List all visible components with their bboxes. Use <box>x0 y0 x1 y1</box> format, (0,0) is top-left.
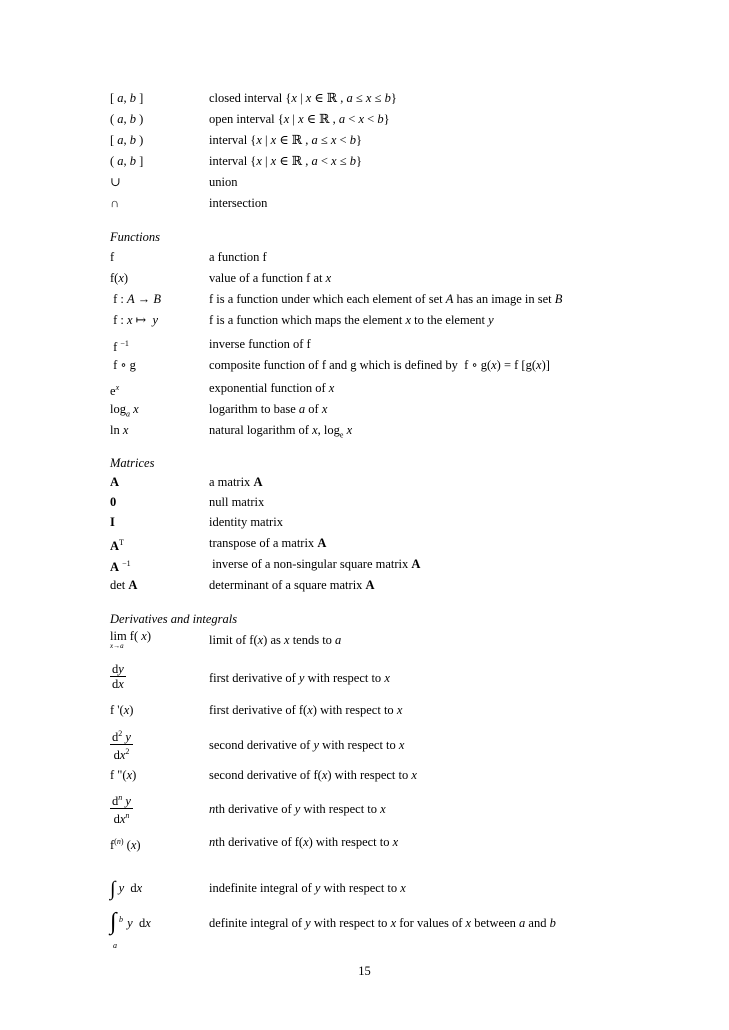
symbol-cell: [ a, b ) <box>110 133 144 147</box>
symbol-cell: ( a, b ] <box>110 154 144 168</box>
description-cell: nth derivative of f(x) with respect to x <box>209 835 399 849</box>
table-row <box>0 420 729 440</box>
intersection-symbol: ∩ <box>110 196 120 210</box>
derivative-fraction: $\frac{d^2 y}{dx^2}$ <box>112 729 131 763</box>
symbol-cell: $A^T$ <box>110 538 124 554</box>
symbol-cell: f '(x) <box>110 703 134 717</box>
table-row <box>0 575 729 595</box>
table-row <box>0 533 729 553</box>
table-row <box>0 700 729 720</box>
symbol-cell: f $^{-1}$ <box>110 339 129 355</box>
symbol-cell: $f^{(n)}$ (x) <box>110 837 141 853</box>
page-number: 15 <box>358 964 371 978</box>
symbol-cell: 0 <box>110 495 117 509</box>
description-cell: natural logarithm of x, $\log_e x$ <box>209 423 353 440</box>
derivative-fraction: $\frac{d^n y}{dx^n}$ <box>112 793 131 827</box>
description-cell: identity matrix <box>209 515 283 529</box>
symbol-cell: f <box>110 250 115 264</box>
description-cell: logarithm to base a of x <box>209 402 328 416</box>
description-cell: null matrix <box>209 495 265 509</box>
table-row <box>0 909 729 951</box>
derivative-fraction: $\frac{dy}{dx}$ <box>112 662 124 691</box>
description-cell: closed interval {x | x ∈ ℝ , a ≤ x ≤ b} <box>209 91 397 105</box>
symbol-cell: f : A → B <box>110 292 162 306</box>
table-row <box>0 727 729 761</box>
table-row <box>0 554 729 574</box>
description-cell: exponential function of x <box>209 381 335 395</box>
description-cell: second derivative of f(x) with respect to x <box>209 768 417 782</box>
symbol-cell: I <box>110 515 115 529</box>
symbol-cell: det A <box>110 578 138 592</box>
description-cell: inverse of a non-singular square matrix A <box>209 557 421 571</box>
table-row <box>0 109 729 129</box>
description-cell: determinant of a square matrix A <box>209 578 375 592</box>
limit-notation: lim f( x) x→a <box>110 629 151 650</box>
description-cell: first derivative of f(x) with respect to x <box>209 703 403 717</box>
description-cell: a matrix A <box>209 475 263 489</box>
description-cell: nth derivative of y with respect to x <box>209 802 386 816</box>
description-cell: second derivative of y with respect to x <box>209 738 405 752</box>
table-row <box>0 492 729 512</box>
union-symbol: ∪ <box>110 175 121 189</box>
table-row <box>0 334 729 354</box>
table-row <box>0 472 729 492</box>
symbol-cell: [ a, b ] <box>110 91 144 105</box>
symbol-cell: f ∘ g <box>110 358 136 372</box>
section-heading-functions: Functions <box>110 230 160 244</box>
description-cell: inverse function of f <box>209 337 311 351</box>
description-cell: a function f <box>209 250 267 264</box>
table-row <box>0 151 729 171</box>
symbol-cell: A $^{-1}$ <box>110 559 131 575</box>
table-row <box>0 791 729 825</box>
symbol-cell: f : x ↦ y <box>110 313 158 327</box>
description-cell: f is a function which maps the element x to the element y <box>209 313 494 327</box>
table-row <box>0 268 729 288</box>
table-row <box>0 662 729 696</box>
table-row <box>0 878 729 901</box>
description-cell: composite function of f and g which is defined by f ∘ g(x) = f [g(x)] <box>209 358 550 372</box>
table-row <box>0 130 729 150</box>
symbol-cell: ln x <box>110 423 129 437</box>
symbol-cell: A <box>110 475 120 489</box>
description-cell: open interval {x | x ∈ ℝ , a < x < b} <box>209 112 390 126</box>
description-cell: limit of f(x) as x tends to a <box>209 633 342 647</box>
table-row <box>0 512 729 532</box>
description-cell: interval {x | x ∈ ℝ , a ≤ x < b} <box>209 133 362 147</box>
description-cell: f is a function under which each element of set A has an image in set B <box>209 292 563 306</box>
definite-integral-notation: ∫ b a y dx <box>110 909 151 951</box>
integral-notation: ∫ y dx <box>110 878 143 901</box>
section-heading-derivatives: Derivatives and integrals <box>110 612 238 626</box>
symbol-cell: f "(x) <box>110 768 137 782</box>
table-row <box>0 355 729 375</box>
description-cell: interval {x | x ∈ ℝ , a < x ≤ b} <box>209 154 362 168</box>
table-row <box>0 193 729 213</box>
symbol-cell: ( a, b ) <box>110 112 144 126</box>
symbol-cell: f(x) <box>110 271 129 285</box>
table-row <box>0 378 729 398</box>
description-cell: transpose of a matrix A <box>209 536 327 550</box>
table-row <box>0 765 729 785</box>
description-cell: first derivative of y with respect to x <box>209 671 390 685</box>
table-row <box>0 630 729 656</box>
table-row <box>0 289 729 309</box>
table-row <box>0 399 729 419</box>
description-cell: definite integral of y with respect to x for values of x between a and b <box>209 916 556 930</box>
table-row <box>0 832 729 852</box>
table-row <box>0 247 729 267</box>
description-cell: intersection <box>209 196 268 210</box>
description-cell: indefinite integral of y with respect to x <box>209 881 406 895</box>
description-cell: union <box>209 175 238 189</box>
table-row <box>0 172 729 192</box>
symbol-cell: $\log_a x$ <box>110 402 139 419</box>
table-row <box>0 88 729 108</box>
section-heading-matrices: Matrices <box>110 456 155 470</box>
table-row <box>0 310 729 330</box>
symbol-cell: $e^x$ <box>110 383 120 399</box>
description-cell: value of a function f at x <box>209 271 332 285</box>
